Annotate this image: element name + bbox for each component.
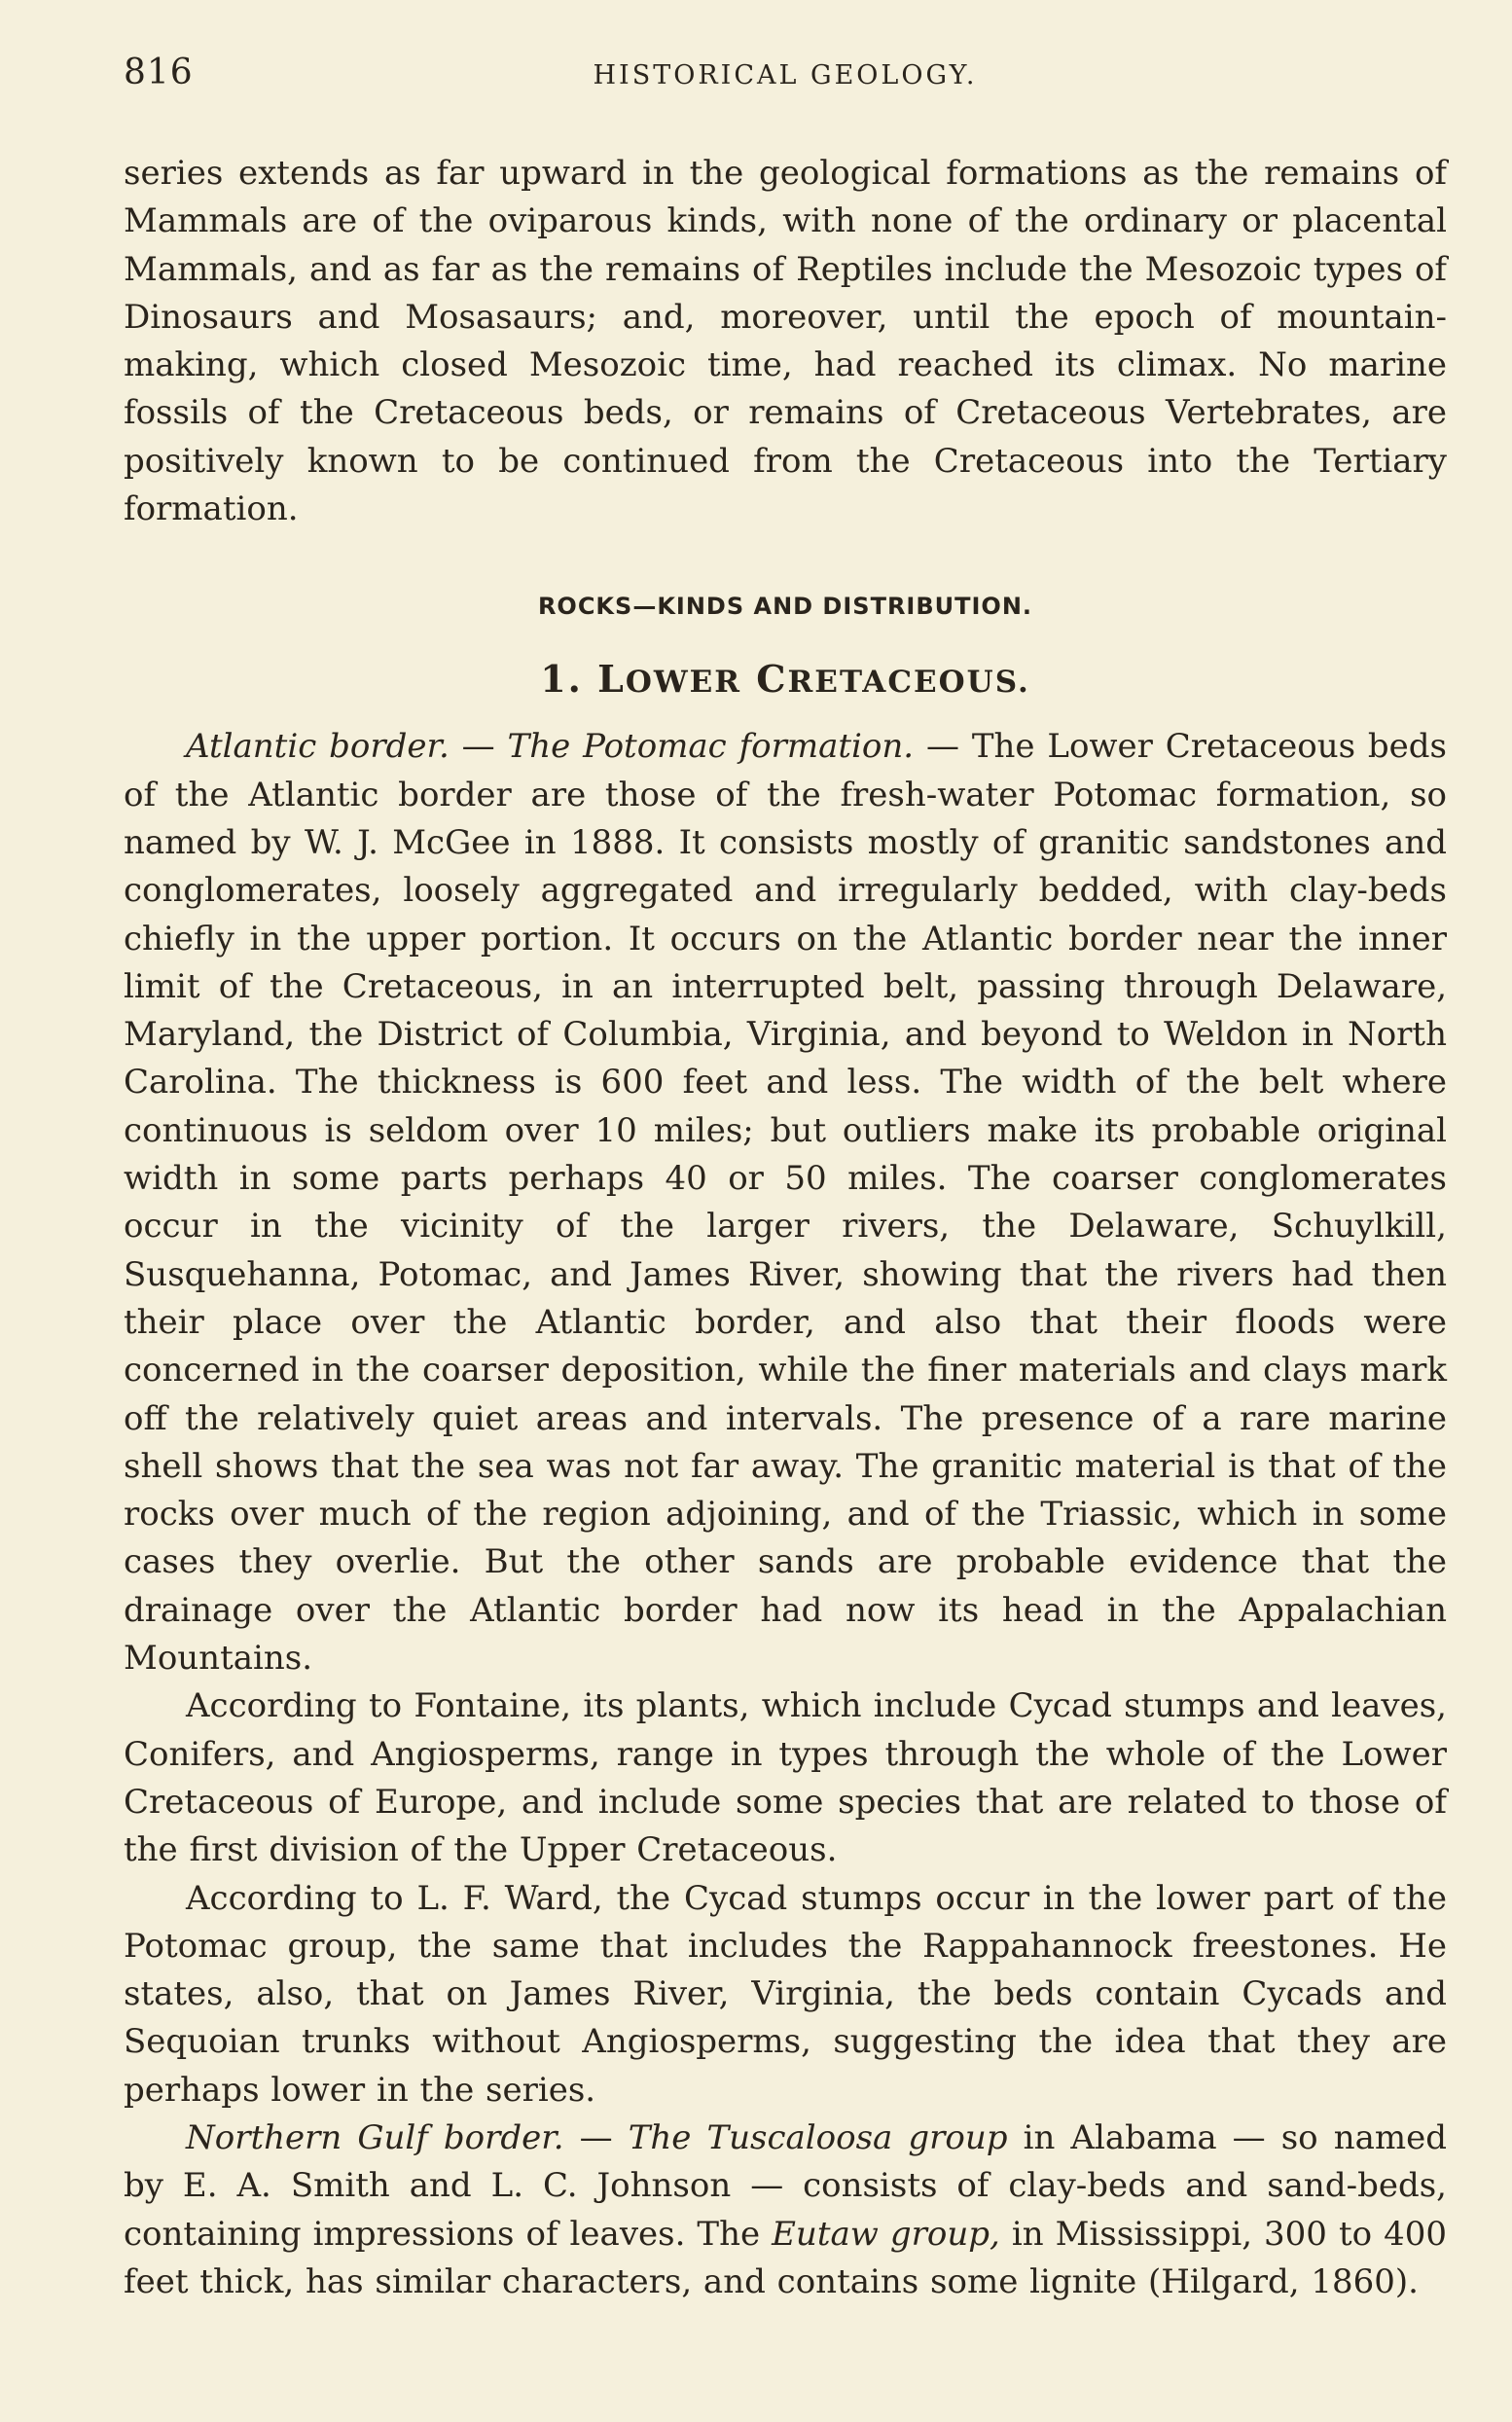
running-title: HISTORICAL GEOLOGY. [593, 60, 978, 90]
fontaine-paragraph: According to Fontaine, its plants, which include Cycad stumps and leaves, Conifers, and Angiosperms, range in types through the whole of the Lower Cretaceous of Europe, and include some species that are related to those of the first division of the Upper Cretaceous. [124, 1686, 1447, 1870]
book-page [124, 47, 1447, 2306]
subsection-heading [124, 658, 1447, 704]
tuscaloosa-group-label: The Tuscaloosa group [628, 2117, 1008, 2157]
running-head [124, 47, 1447, 105]
gulf-border-label: Northern Gulf border. [186, 2117, 564, 2157]
subsection-title-word-2: CRETACEOUS. [756, 657, 1030, 702]
page-number: 816 [124, 53, 194, 92]
subsection-number: 1. [540, 657, 583, 702]
intro-paragraph: series extends as far upward in the geological formations as the remains of Mammals are of the oviparous kinds, with none of the ordinary or placental Mammals, and as far as the remains of Reptiles include the Mesozoic types of Dinosaurs and Mosasaurs; and, moreover, until the epoch of mountain-making, which closed Mesozoic time, had reached its climax. No marine fossils of the Cretaceous beds, or remains of Cretaceous Vertebrates, are positively known to be continued from the Cretaceous into the Tertiary formation. [124, 154, 1447, 529]
atlantic-border-label: Atlantic border. [186, 727, 450, 767]
ward-paragraph: According to L. F. Ward, the Cycad stumps occur in the lower part of the Potomac group, the same that includes the Rappahannock freestones. He states, also, that on James River, Virginia, the beds contain Cycads and Sequoian trunks without Angiosperms, suggesting the idea that they are perhaps lower in the series. [124, 1878, 1447, 2110]
potomac-formation-label: The Potomac formation. [507, 727, 915, 767]
eutaw-group-label: Eutaw group, [772, 2214, 1000, 2254]
atlantic-border-paragraph: Atlantic border. — The Potomac formation. — The Lower Cretaceous beds of the Atlantic border are those of the fresh-water Potomac formation, so named by W. J. McGee in 1888. It consists mostly of granitic sandstones and conglomerates, loosely aggregated and irregularly bedded, with clay-beds chiefly in the upper portion. It occurs on the Atlantic border near the inner limit of the Cretaceous, in an interrupted belt, passing through Delaware, Maryland, the District of Columbia, Virginia, and beyond to Weldon in North Carolina. The thickness is 600 feet and less. The width of the belt where continuous is seldom over 10 miles; but outliers make its probable original width in some parts perhaps 40 or 50 miles. The coarser conglomerates occur in the vicinity of the larger rivers, the Delaware, Schuylkill, Susquehanna, Potomac, and James River, showing that the rivers had then their place over the Atlantic border, and also that their floods were concerned in the coarser deposition, while the finer materials and clays mark off the relatively quiet areas and intervals. The presence of a rare marine shell shows that the sea was not far away. The granitic material is that of the rocks over much of the region adjoining, and of the Triassic, which in some cases they overlie. But the other sands are probable evidence that the drainage over the Atlantic border had now its head in the Appalachian Mountains. [124, 727, 1448, 1679]
gulf-border-paragraph: Northern Gulf border. — The Tuscaloosa group in Alabama — so named by E. A. Smith and L. C. Johnson — consists of clay-beds and sand-beds, containing impressions of leaves. The Eutaw group, in Mississippi, 300 to 400 feet thick, has similar characters, and contains some lignite (Hilgard, 1860). [124, 2117, 1447, 2301]
atlantic-border-text: The Lower Cretaceous beds of the Atlantic border are those of the fresh-water Potomac formation, so named by W. J. McGee in 1888. It consists mostly of granitic sandstones and conglomerates, loosely aggregated and irregularly bedded, with clay-beds chiefly in the upper portion. It occurs on the Atlantic border near the inner limit of the Cretaceous, in an interrupted belt, passing through Delaware, Maryland, the District of Columbia, Virginia, and beyond to Weldon in North Carolina. The thickness is 600 feet and less. The width of the belt where continuous is seldom over 10 miles; but outliers make its probable original width in some parts perhaps 40 or 50 miles. The coarser conglomerates occur in the vicinity of the larger rivers, the Delaware, Schuylkill, Susquehanna, Potomac, and James River, showing that the rivers had then their place over the Atlantic border, and also that their floods were concerned in the coarser deposition, while the finer materials and clays mark off the relatively quiet areas and intervals. The presence of a rare marine shell shows that the sea was not far away. The granitic material is that of the rocks over much of the region adjoining, and of the Triassic, which in some cases they overlie. But the other sands are probable evidence that the drainage over the Atlantic border had now its head in the Appalachian Mountains. [124, 727, 1448, 1679]
subsection-title-word-1: LOWER [597, 657, 742, 702]
section-heading: ROCKS—KINDS AND DISTRIBUTION. [537, 593, 1033, 621]
